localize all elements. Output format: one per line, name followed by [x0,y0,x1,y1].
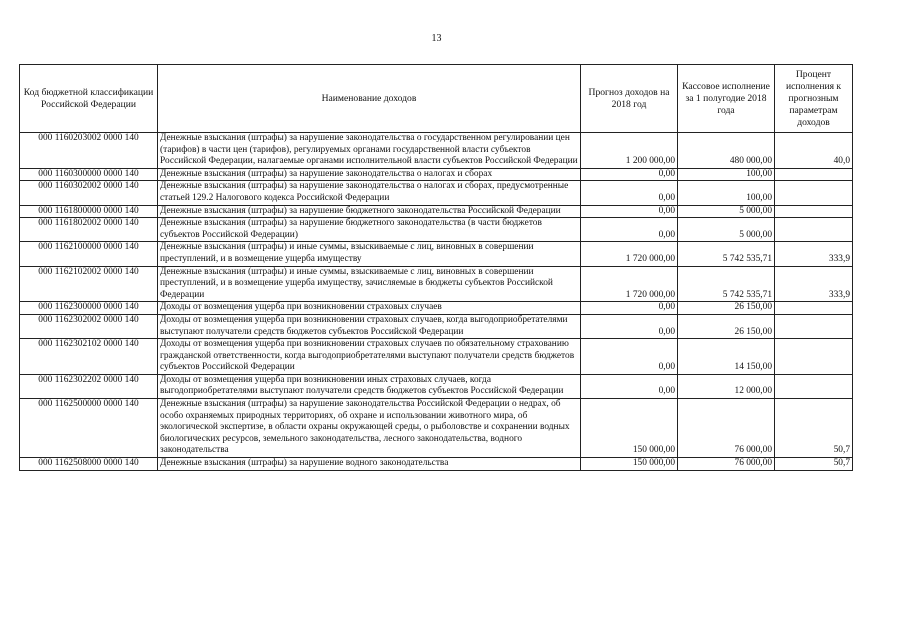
cell-forecast: 0,00 [581,181,678,205]
cell-cash: 26 150,00 [678,314,775,338]
cell-forecast: 0,00 [581,339,678,375]
table-row [20,339,853,375]
table-row [20,458,853,471]
header-forecast: Прогноз доходов на 2018 год [581,65,678,133]
header-cash: Кассовое исполнение за 1 полугодие 2018 года [678,65,775,133]
cell-cash: 5 000,00 [678,205,775,218]
table-row [20,374,853,398]
cell-name: Доходы от возмещения ущерба при возникновении иных страховых случаев, когда выгодоприобретателями выступают получатели средств бюджетов субъектов Российской Федерации [158,374,581,398]
table-row [20,181,853,205]
cell-percent: 50,7 [775,458,853,471]
cell-code: 000 1162302102 0000 140 [20,339,158,375]
table-row [20,218,853,242]
cell-code: 000 1162300000 0000 140 [20,302,158,315]
cell-forecast: 0,00 [581,314,678,338]
cell-cash: 5 742 535,71 [678,266,775,302]
header-percent: Процент исполнения к прогнозным параметрам доходов [775,65,853,133]
cell-name: Денежные взыскания (штрафы) за нарушение законодательства о налогах и сборах [158,168,581,181]
table-row [20,133,853,169]
table-row [20,399,853,458]
header-name: Наименование доходов [158,65,581,133]
cell-cash: 100,00 [678,181,775,205]
cell-percent: 333,9 [775,242,853,266]
table-row [20,242,853,266]
cell-forecast: 150 000,00 [581,458,678,471]
cell-percent [775,168,853,181]
cell-cash: 100,00 [678,168,775,181]
cell-name: Доходы от возмещения ущерба при возникновении страховых случаев [158,302,581,315]
table-row [20,168,853,181]
cell-name: Денежные взыскания (штрафы) за нарушение законодательства о государственном регулировании цен (тарифов) в части цен (тарифов), регулируемых органами государственной власти субъектов Российской Федерации, налагаемые органами исполнительной власти субъектов Российской Федерации [158,133,581,169]
cell-code: 000 1162302002 0000 140 [20,314,158,338]
cell-percent: 333,9 [775,266,853,302]
cell-percent: 50,7 [775,399,853,458]
cell-name: Денежные взыскания (штрафы) за нарушение водного законодательства [158,458,581,471]
cell-percent [775,181,853,205]
cell-code: 000 1160302002 0000 140 [20,181,158,205]
table-row [20,314,853,338]
cell-forecast: 150 000,00 [581,399,678,458]
cell-percent [775,302,853,315]
cell-name: Денежные взыскания (штрафы) и иные суммы, взыскиваемые с лиц, виновных в совершении преступлений, и в возмещение ущерба имуществу [158,242,581,266]
table-row [20,266,853,302]
cell-code: 000 1162500000 0000 140 [20,399,158,458]
cell-forecast: 1 720 000,00 [581,266,678,302]
table-header-row [20,65,853,133]
cell-cash: 14 150,00 [678,339,775,375]
cell-percent [775,339,853,375]
cell-name: Денежные взыскания (штрафы) за нарушение законодательства Российской Федерации о недрах, об особо охраняемых природных территориях, об охране и использовании животного мира, об экологической экспертизе, в области охраны окружающей среды, о рыболовстве и сохранении водных биологических ресурсов, земельного законодательства, лесного законодательства, водного законодательства [158,399,581,458]
cell-cash: 76 000,00 [678,399,775,458]
cell-code: 000 1162302202 0000 140 [20,374,158,398]
cell-percent [775,314,853,338]
cell-code: 000 1161800000 0000 140 [20,205,158,218]
cell-cash: 26 150,00 [678,302,775,315]
cell-code: 000 1162508000 0000 140 [20,458,158,471]
cell-forecast: 0,00 [581,168,678,181]
cell-forecast: 1 200 000,00 [581,133,678,169]
cell-percent: 40,0 [775,133,853,169]
revenue-table [19,64,853,471]
cell-percent [775,218,853,242]
cell-name: Денежные взыскания (штрафы) и иные суммы, взыскиваемые с лиц, виновных в совершении преступлений, и в возмещение ущерба имуществу, зачисляемые в бюджеты субъектов Российской Федерации [158,266,581,302]
page-number: 13 [431,33,442,44]
cell-cash: 5 000,00 [678,218,775,242]
table-row [20,205,853,218]
cell-forecast: 1 720 000,00 [581,242,678,266]
cell-code: 000 1160300000 0000 140 [20,168,158,181]
cell-cash: 480 000,00 [678,133,775,169]
cell-code: 000 1162100000 0000 140 [20,242,158,266]
cell-name: Денежные взыскания (штрафы) за нарушение бюджетного законодательства Российской Федерации [158,205,581,218]
cell-forecast: 0,00 [581,374,678,398]
cell-forecast: 0,00 [581,302,678,315]
cell-cash: 5 742 535,71 [678,242,775,266]
cell-cash: 12 000,00 [678,374,775,398]
table-row [20,302,853,315]
cell-name: Доходы от возмещения ущерба при возникновении страховых случаев, когда выгодоприобретателями выступают получатели средств бюджетов субъектов Российской Федерации [158,314,581,338]
cell-name: Денежные взыскания (штрафы) за нарушение бюджетного законодательства (в части бюджетов субъектов Российской Федерации) [158,218,581,242]
cell-percent [775,374,853,398]
cell-percent [775,205,853,218]
cell-code: 000 1162102002 0000 140 [20,266,158,302]
cell-code: 000 1160203002 0000 140 [20,133,158,169]
cell-cash: 76 000,00 [678,458,775,471]
cell-code: 000 1161802002 0000 140 [20,218,158,242]
cell-name: Денежные взыскания (штрафы) за нарушение законодательства о налогах и сборах, предусмотренные статьей 129.2 Налогового кодекса Российской Федерации [158,181,581,205]
header-code: Код бюджетной классификации Российской Федерации [20,65,158,133]
cell-name: Доходы от возмещения ущерба при возникновении страховых случаев по обязательному страхованию гражданской ответственности, когда выгодоприобретателями выступают получатели средств бюджетов субъектов Российской Федерации [158,339,581,375]
table-body [20,133,853,471]
cell-forecast: 0,00 [581,205,678,218]
cell-forecast: 0,00 [581,218,678,242]
